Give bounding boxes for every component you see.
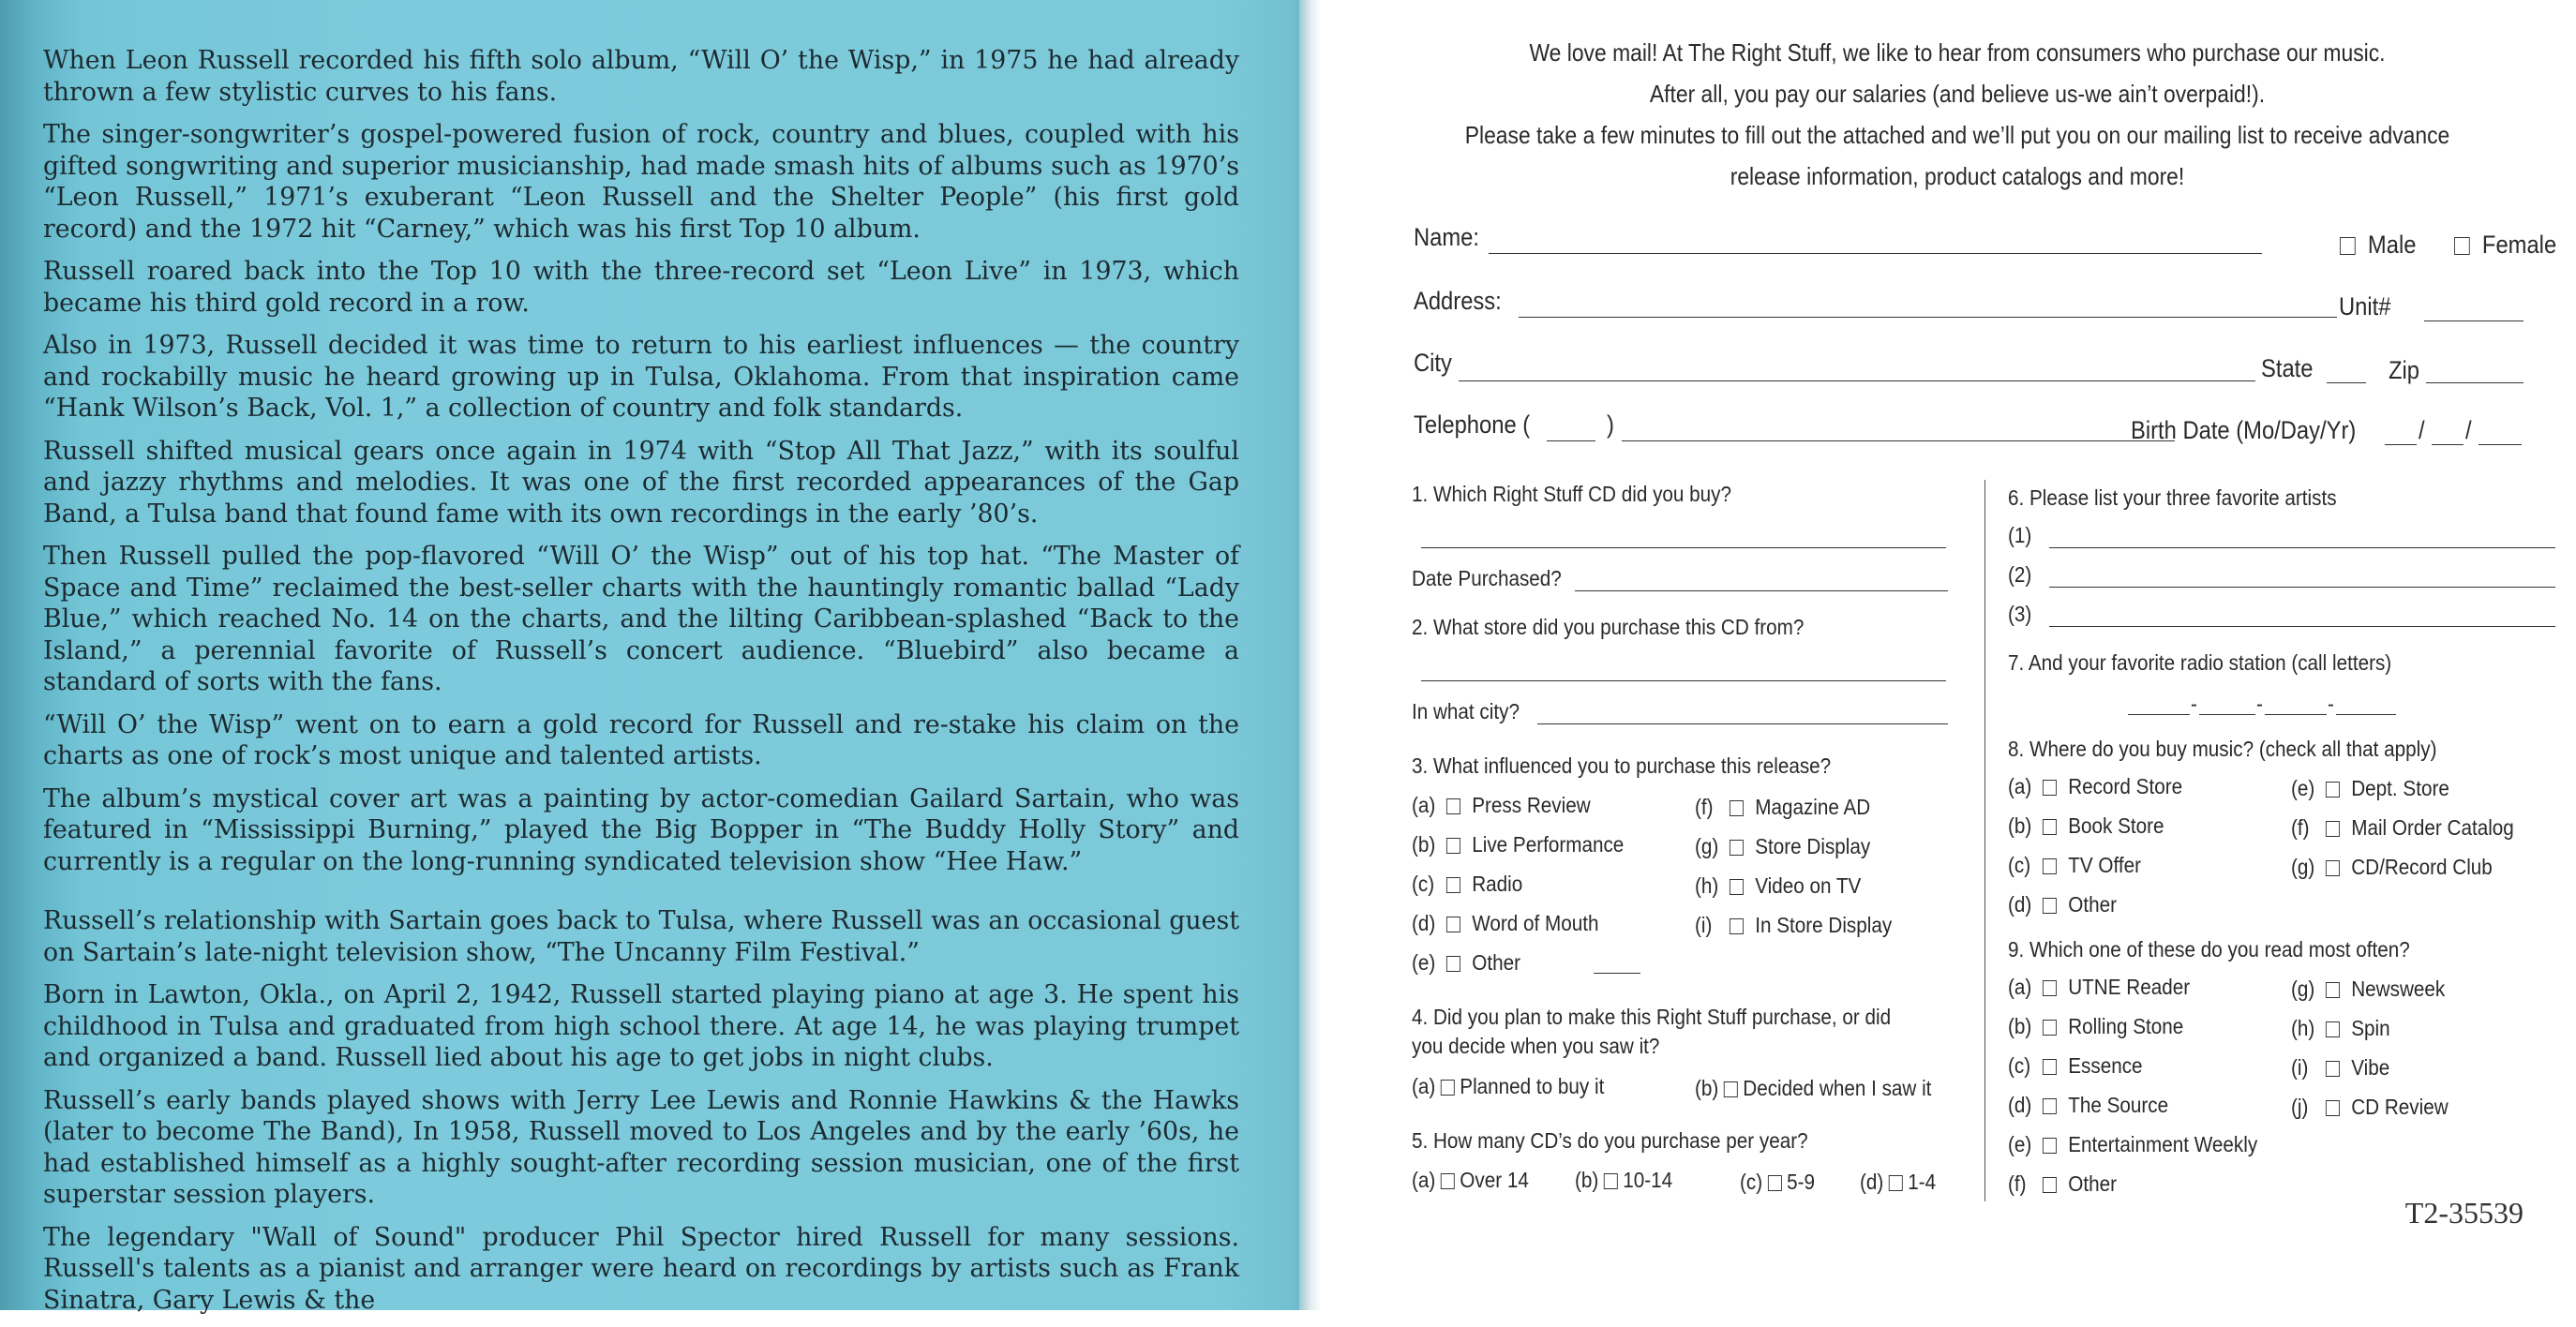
checkbox[interactable] — [2043, 1098, 2057, 1114]
checkbox[interactable] — [2326, 1061, 2340, 1077]
paragraph: Also in 1973, Russell decided it was time to return to his earliest influences — the country and rockabilly music he heard growing up in Tulsa, Oklahoma. From that inspiration came “Hank Wilson’s Back, Vol. 1,” a collection of country and folk standards. — [43, 331, 1239, 423]
checkbox[interactable] — [2326, 1100, 2340, 1116]
checkbox[interactable] — [2043, 898, 2057, 914]
checkbox[interactable] — [2043, 1138, 2057, 1154]
artist-1-label: (1) — [2008, 523, 2032, 547]
q8-option-e[interactable]: (e) Dept. Store — [2291, 776, 2449, 800]
q3-option-b[interactable]: (b) Live Performance — [1412, 832, 1625, 857]
checkbox[interactable] — [2326, 821, 2340, 837]
paragraph: Russell’s early bands played shows with Jerry Lee Lewis and Ronnie Hawkins & the Hawks (later to become The Band), In 1958, Russell moved to Los Angeles and by the early ’60s, he had established himself as a highly sought-after recording session musician, one of the first superstar session players. — [43, 1085, 1239, 1209]
catalog-code: T2-35539 — [2404, 1196, 2524, 1230]
telephone-field[interactable] — [1622, 440, 2175, 441]
q3-option-g[interactable]: (g) Store Display — [1695, 834, 1871, 858]
checkbox[interactable] — [1730, 800, 1744, 816]
male-option[interactable]: Male — [2340, 231, 2416, 260]
artist-3-field[interactable] — [2049, 626, 2555, 627]
q9-option-a[interactable]: (a) UTNE Reader — [2008, 975, 2191, 999]
checkbox[interactable] — [2326, 982, 2340, 998]
station-letter-4[interactable] — [2336, 714, 2396, 715]
intro-line: We love mail! At The Right Stuff, we like to hear from consumers who purchase our music. — [1529, 38, 2386, 67]
q5-option-d[interactable]: (d) 1-4 — [1860, 1170, 1937, 1194]
intro-line: release information, product catalogs and more! — [1730, 162, 2185, 190]
paragraph: When Leon Russell recorded his fifth solo album, “Will O’ the Wisp,” in 1975 he had already thrown a few stylistic curves to his fans. — [43, 46, 1239, 107]
q9-option-f[interactable]: (f) Other — [2008, 1171, 2117, 1196]
q8-option-b[interactable]: (b) Book Store — [2008, 813, 2164, 838]
city-field[interactable] — [1459, 380, 2255, 381]
q3-option-a[interactable]: (a) Press Review — [1412, 793, 1591, 817]
q4-option-b[interactable]: (b) Decided when I saw it — [1695, 1076, 1932, 1100]
q9-option-g[interactable]: (g) Newsweek — [2291, 977, 2446, 1001]
station-sep: - — [2328, 692, 2334, 716]
liner-notes-text — [43, 45, 1239, 1327]
question-9: 9. Which one of these do you read most often? — [2008, 937, 2410, 962]
q9-option-j[interactable]: (j) CD Review — [2291, 1095, 2449, 1119]
checkbox[interactable] — [2043, 858, 2057, 874]
artist-2-field[interactable] — [2049, 587, 2555, 588]
city-label: City — [1414, 349, 1452, 377]
station-letter-2[interactable] — [2199, 714, 2255, 715]
column-divider — [1984, 480, 1985, 1201]
birth-year-field[interactable] — [2479, 444, 2522, 445]
checkbox[interactable] — [2043, 1059, 2057, 1075]
q3-option-c[interactable]: (c) Radio — [1412, 872, 1523, 896]
paragraph: Born in Lawton, Okla., on April 2, 1942, Russell started playing piano at age 3. He spent his childhood in Tulsa and graduated from high school there. At age 14, he was playing trumpet and organized a band. Russell lied about his age to get jobs in night clubs. — [43, 980, 1239, 1072]
checkbox[interactable] — [1446, 838, 1460, 854]
address-field[interactable] — [1519, 317, 2337, 318]
station-letter-3[interactable] — [2265, 714, 2327, 715]
artist-3-label: (3) — [2008, 602, 2032, 626]
checkbox[interactable] — [1446, 798, 1460, 814]
question-4: 4. Did you plan to make this Right Stuff purchase, or did you decide when you saw it? — [1412, 1005, 1892, 1058]
state-field[interactable] — [2327, 382, 2366, 383]
checkbox[interactable] — [1446, 917, 1460, 932]
area-code-field[interactable] — [1547, 440, 1595, 441]
checkbox[interactable] — [1730, 840, 1744, 856]
q5-option-a[interactable]: (a) Over 14 — [1412, 1168, 1529, 1192]
q3-option-h[interactable]: (h) Video on TV — [1695, 873, 1862, 898]
checkbox[interactable] — [1730, 879, 1744, 895]
in-what-city-label: In what city? — [1412, 699, 1520, 723]
station-sep: - — [2191, 692, 2197, 716]
paragraph: Russell’s relationship with Sartain goes back to Tulsa, where Russell was an occasional guest on Sartain’s late-night television show, “The Uncanny Film Festival.” — [43, 906, 1239, 967]
paragraph: The singer-songwriter’s gospel-powered fusion of rock, country and blues, coupled with his gifted songwriting and superior musicianship, had made smash hits of albums such as 1970’s “Leon Russell,” 1971’s exuberant “Leon Russell and the Shelter People” (his first gold record) and the 1972 hit “Carney,” which was his first Top 10 album. — [43, 120, 1239, 244]
station-letter-1[interactable] — [2128, 714, 2190, 715]
state-label: State — [2261, 354, 2314, 382]
telephone-close: ) — [1607, 410, 1614, 439]
checkbox[interactable] — [1730, 918, 1744, 934]
q3-option-d[interactable]: (d) Word of Mouth — [1412, 911, 1599, 935]
unit-label: Unit# — [2339, 292, 2391, 321]
paragraph: Russell roared back into the Top 10 with the three-record set “Leon Live” in 1973, which became his third gold record in a row. — [43, 257, 1239, 318]
checkbox[interactable] — [2043, 1020, 2057, 1036]
paragraph: The legendary "Wall of Sound" producer Phil Spector hired Russell for many sessions. Russell's talents as a pianist and arranger were heard on recordings by artists such as Frank Sinatra, Gary Lewis & the — [43, 1222, 1239, 1315]
question-3: 3. What influenced you to purchase this release? — [1412, 753, 1832, 778]
q4-option-a[interactable]: (a) Planned to buy it — [1412, 1074, 1605, 1098]
paragraph: The album’s mystical cover art was a painting by actor-comedian Gailard Sartain, who was featured in “Mississippi Burning,” played the Big Bopper in “The Buddy Holly Story” and currently is a regular on the long-running syndicated television show “Hee Haw.” — [43, 783, 1239, 876]
paragraph: Then Russell pulled the pop-flavored “Will O’ the Wisp” out of his top hat. “The Master of Space and Time” reclaimed the best-seller charts with the hauntingly romantic ballad “Lady Blue,” which reached No. 14 on the charts, and the lilting Caribbean-splashed “Back to the Island,” a perennial favorite of Russell’s concert audience. “Bluebird” also became a standard of sorts with the fans. — [43, 542, 1239, 696]
q3-option-e[interactable]: (e) Other — [1412, 950, 1520, 975]
paragraph: “Will O’ the Wisp” went on to earn a gold record for Russell and re-stake his claim on the charts as one of rock’s most unique and talented artists. — [43, 709, 1239, 770]
question-5: 5. How many CD’s do you purchase per year? — [1412, 1128, 1808, 1153]
zip-label: Zip — [2389, 356, 2420, 384]
birth-separator: / — [2465, 416, 2472, 444]
checkbox[interactable] — [1446, 956, 1460, 972]
checkbox[interactable] — [1724, 1081, 1738, 1097]
birth-date-label: Birth Date (Mo/Day/Yr) — [2131, 416, 2357, 444]
q9-option-d[interactable]: (d) The Source — [2008, 1093, 2169, 1117]
q8-option-c[interactable]: (c) TV Offer — [2008, 853, 2142, 877]
store-city-field[interactable] — [1537, 723, 1948, 724]
q9-option-i[interactable]: (i) Vibe — [2291, 1055, 2390, 1080]
q9-option-e[interactable]: (e) Entertainment Weekly — [2008, 1132, 2258, 1156]
telephone-label: Telephone ( — [1414, 410, 1531, 439]
checkbox[interactable] — [2326, 1021, 2340, 1037]
date-purchased-label: Date Purchased? — [1412, 566, 1562, 590]
q5-option-b[interactable]: (b) 10-14 — [1575, 1168, 1673, 1192]
cd-purchased-field[interactable] — [1421, 547, 1946, 548]
checkbox[interactable] — [1889, 1175, 1903, 1191]
q5-option-c[interactable]: (c) 5-9 — [1740, 1170, 1815, 1194]
zip-field[interactable] — [2426, 382, 2524, 383]
question-6: 6. Please list your three favorite artists — [2008, 485, 2337, 510]
q8-option-f[interactable]: (f) Mail Order Catalog — [2291, 815, 2514, 840]
checkbox[interactable] — [2043, 819, 2057, 835]
checkbox[interactable] — [2326, 860, 2340, 876]
checkbox[interactable] — [1446, 877, 1460, 893]
name-label: Name: — [1414, 223, 1479, 251]
male-checkbox[interactable] — [2340, 237, 2356, 255]
name-field[interactable] — [1489, 253, 2262, 254]
q9-option-c[interactable]: (c) Essence — [2008, 1053, 2143, 1078]
response-card — [1320, 0, 2576, 1310]
checkbox[interactable] — [2043, 780, 2057, 796]
q8-option-a[interactable]: (a) Record Store — [2008, 774, 2183, 798]
station-sep: - — [2256, 692, 2263, 716]
checkbox[interactable] — [1768, 1175, 1782, 1191]
checkbox[interactable] — [1441, 1173, 1455, 1189]
address-label: Address: — [1414, 287, 1502, 315]
question-1: 1. Which Right Stuff CD did you buy? — [1412, 482, 1732, 506]
checkbox[interactable] — [2043, 980, 2057, 996]
q9-option-h[interactable]: (h) Spin — [2291, 1016, 2390, 1040]
q3-option-f[interactable]: (f) Magazine AD — [1695, 795, 1871, 819]
paragraph: Russell shifted musical gears once again in 1974 with “Stop All That Jazz,” with its soulful and jazzy rhythms and melodies. It was one of the first recorded appearances of the Gap Band, a Tulsa band that found fame with its own recordings in the early ’80’s. — [43, 436, 1239, 529]
birth-day-field[interactable] — [2432, 444, 2464, 445]
store-field[interactable] — [1421, 680, 1946, 681]
female-option[interactable]: Female — [2454, 231, 2556, 260]
question-8: 8. Where do you buy music? (check all that apply) — [2008, 737, 2437, 761]
checkbox[interactable] — [1441, 1080, 1455, 1096]
checkbox[interactable] — [1604, 1173, 1618, 1189]
question-2: 2. What store did you purchase this CD from? — [1412, 615, 1805, 639]
checkbox[interactable] — [2043, 1177, 2057, 1193]
artist-1-field[interactable] — [2049, 547, 2555, 548]
female-checkbox[interactable] — [2454, 237, 2470, 255]
q8-option-d[interactable]: (d) Other — [2008, 892, 2117, 917]
date-purchased-field[interactable] — [1575, 590, 1948, 591]
question-7: 7. And your favorite radio station (call letters) — [2008, 650, 2392, 675]
birth-month-field[interactable] — [2385, 444, 2417, 445]
q3-option-i[interactable]: (i) In Store Display — [1695, 913, 1893, 937]
checkbox[interactable] — [2326, 782, 2340, 798]
page-fold — [1299, 0, 1320, 1310]
q3-other-field[interactable] — [1594, 973, 1640, 974]
artist-2-label: (2) — [2008, 562, 2032, 587]
intro-line: Please take a few minutes to fill out the attached and we’ll put you on our mailing list to receive advance — [1464, 121, 2450, 149]
q9-option-b[interactable]: (b) Rolling Stone — [2008, 1014, 2184, 1038]
intro-text — [1413, 32, 2502, 197]
q8-option-g[interactable]: (g) CD/Record Club — [2291, 855, 2493, 879]
intro-line: After all, you pay our salaries (and believe us-we ain’t overpaid!). — [1649, 80, 2266, 108]
birth-separator: / — [2419, 416, 2425, 444]
